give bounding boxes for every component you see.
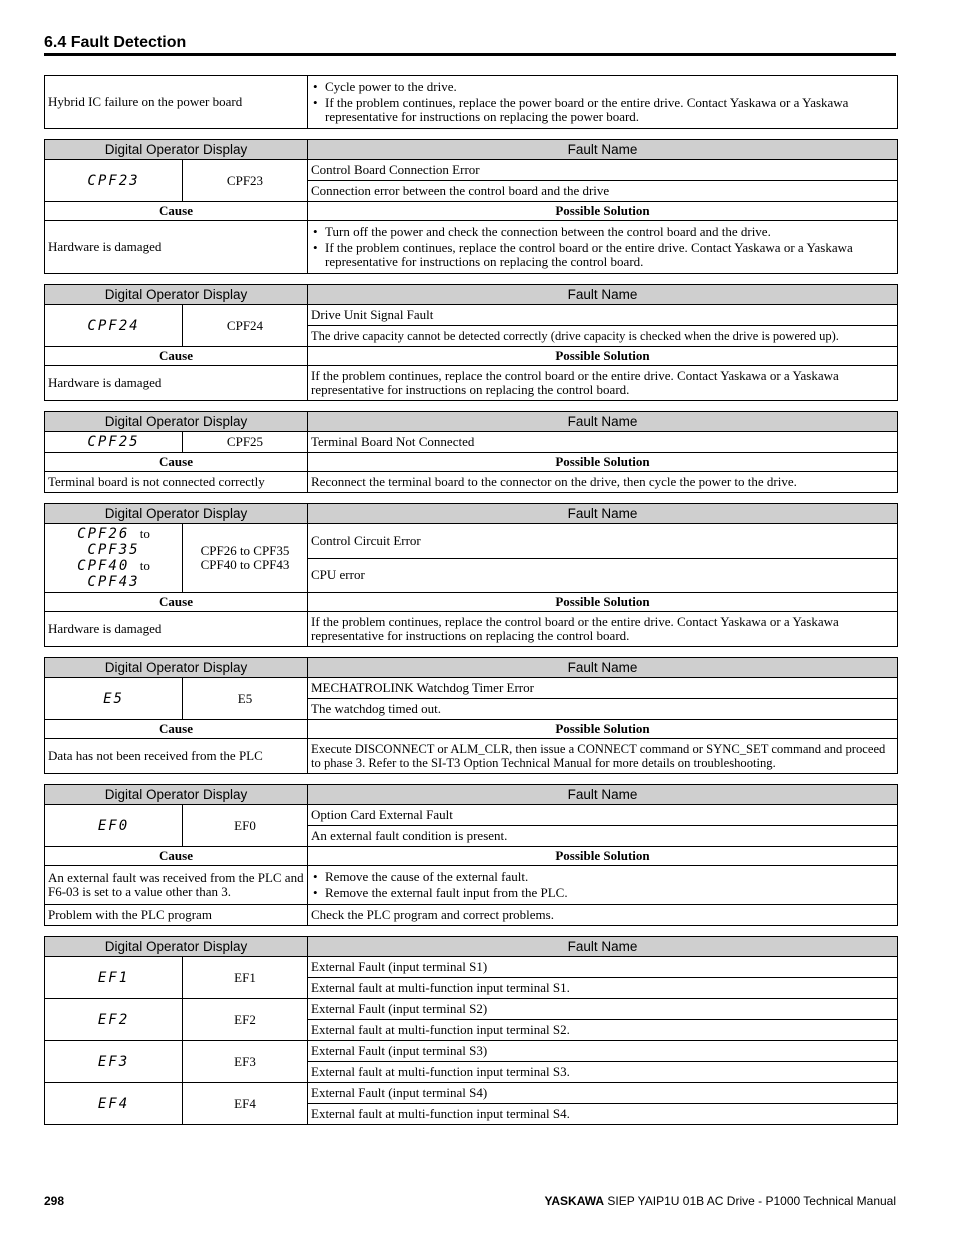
fault-table-cpf23 (44, 139, 898, 274)
fault-name: Drive Unit Signal Fault (308, 305, 898, 326)
possible-solution-header: Possible Solution (308, 593, 898, 612)
fault-name: Control Board Connection Error (308, 160, 898, 181)
digital-operator-display-header: Digital Operator Display (45, 504, 308, 524)
possible-solution-header: Possible Solution (308, 347, 898, 366)
fault-name: External Fault (input terminal S4) (308, 1083, 898, 1104)
digital-operator-display-header: Digital Operator Display (45, 658, 308, 678)
fault-name: Option Card External Fault (308, 805, 898, 826)
cause-cell: Hardware is damaged (45, 612, 308, 647)
fault-name: Control Circuit Error (308, 524, 898, 559)
fault-name-header: Fault Name (308, 412, 898, 432)
brand-name: YASKAWA (544, 1194, 605, 1208)
fault-name-header: Fault Name (308, 658, 898, 678)
fault-code-range (183, 524, 308, 593)
solution-list (311, 225, 894, 269)
digital-operator-display-header: Digital Operator Display (45, 412, 308, 432)
solution-item: • If the problem continues, replace the control board or the entire drive. Contact Yaskawa or a Yaskawa representative for instructions on replacing the control board. (311, 241, 894, 269)
fault-code: CPF24 (183, 305, 308, 347)
fault-code: EF4 (183, 1083, 308, 1125)
fault-description: An external fault condition is present. (308, 826, 898, 847)
page-number: 298 (44, 1194, 65, 1208)
possible-solution-header: Possible Solution (308, 453, 898, 472)
fault-name-header: Fault Name (308, 504, 898, 524)
fault-table-cpf26-cpf43 (44, 503, 898, 647)
fault-description: External fault at multi-function input terminal S1. (308, 978, 898, 999)
cause-header: Cause (45, 202, 308, 221)
solution-cell (308, 866, 898, 905)
operator-display-code: CPF23 (45, 160, 183, 202)
fault-table-cpf24 (44, 284, 898, 401)
solution-cell: Check the PLC program and correct problems. (308, 905, 898, 926)
fault-table-cpf25 (44, 411, 898, 493)
operator-display-code: EF3 (45, 1041, 183, 1083)
fault-name-header: Fault Name (308, 785, 898, 805)
operator-display-code: EF0 (45, 805, 183, 847)
range-to-label: to (139, 526, 150, 541)
cause-header: Cause (45, 847, 308, 866)
solution-item: • If the problem continues, replace the power board or the entire drive. Contact Yaskawa or a Yaskawa representative for instructions on replacing the power board. (311, 96, 894, 124)
fault-name-header: Fault Name (308, 285, 898, 305)
fault-description: External fault at multi-function input terminal S2. (308, 1020, 898, 1041)
manual-name: SIEP YAIP1U 01B AC Drive - P1000 Technical Manual (604, 1194, 896, 1208)
fault-name-header: Fault Name (308, 937, 898, 957)
digital-operator-display-header: Digital Operator Display (45, 785, 308, 805)
solution-cell (308, 221, 898, 274)
cause-cell: Hardware is damaged (45, 221, 308, 274)
fault-code: CPF25 (183, 432, 308, 453)
display-code: CPF43 (87, 574, 140, 590)
fault-code: EF0 (183, 805, 308, 847)
display-code: CPF40 (77, 558, 130, 574)
operator-display-code: EF2 (45, 999, 183, 1041)
solution-item: • Cycle power to the drive. (311, 80, 894, 94)
fault-description: Connection error between the control board and the drive (308, 181, 898, 202)
cause-cell: Hybrid IC failure on the power board (45, 76, 308, 129)
fault-description: External fault at multi-function input terminal S3. (308, 1062, 898, 1083)
fault-code: EF3 (183, 1041, 308, 1083)
fault-code: CPF23 (183, 160, 308, 202)
fault-name: External Fault (input terminal S1) (308, 957, 898, 978)
fault-description: The watchdog timed out. (308, 699, 898, 720)
cause-cell: Terminal board is not connected correctly (45, 472, 308, 493)
digital-operator-display-header: Digital Operator Display (45, 140, 308, 160)
solution-cell: Reconnect the terminal board to the connector on the drive, then cycle the power to the drive. (308, 472, 898, 493)
digital-operator-display-header: Digital Operator Display (45, 285, 308, 305)
fault-tables (44, 75, 897, 1125)
display-code: CPF35 (87, 542, 140, 558)
fault-name: MECHATROLINK Watchdog Timer Error (308, 678, 898, 699)
display-code: CPF26 (77, 526, 130, 542)
operator-display-code: EF1 (45, 957, 183, 999)
fault-name: Terminal Board Not Connected (308, 432, 898, 453)
section-title: 6.4 Fault Detection (44, 34, 896, 56)
cause-cell: Problem with the PLC program (45, 905, 308, 926)
fault-table-continuation (44, 75, 898, 129)
fault-code: CPF40 to CPF43 (200, 557, 290, 572)
fault-code: E5 (183, 678, 308, 720)
fault-table-e5 (44, 657, 898, 774)
solution-item: • Turn off the power and check the connection between the control board and the drive. (311, 225, 894, 239)
solution-list (311, 80, 894, 124)
solution-cell (308, 76, 898, 129)
operator-display-code-range (45, 524, 183, 593)
cause-header: Cause (45, 720, 308, 739)
possible-solution-header: Possible Solution (308, 847, 898, 866)
solution-cell: If the problem continues, replace the control board or the entire drive. Contact Yaskawa or a Yaskawa representative for instructions on replacing the control board. (308, 612, 898, 647)
solution-item: • Remove the external fault input from the PLC. (311, 886, 894, 900)
cause-solution-row (45, 76, 898, 129)
manual-title (544, 1194, 896, 1208)
fault-code: EF1 (183, 957, 308, 999)
fault-description: The drive capacity cannot be detected correctly (drive capacity is checked when the drive is powered up). (308, 326, 898, 347)
fault-description: External fault at multi-function input terminal S4. (308, 1104, 898, 1125)
possible-solution-header: Possible Solution (308, 720, 898, 739)
operator-display-code: CPF24 (45, 305, 183, 347)
cause-cell: Hardware is damaged (45, 366, 308, 401)
fault-name: External Fault (input terminal S3) (308, 1041, 898, 1062)
solution-cell: Execute DISCONNECT or ALM_CLR, then issue a CONNECT command or SYNC_SET command and proceed to phase 3. Refer to the SI-T3 Option Technical Manual for more details on troubleshooting. (308, 739, 898, 774)
fault-name: External Fault (input terminal S2) (308, 999, 898, 1020)
cause-header: Cause (45, 453, 308, 472)
operator-display-code: CPF25 (45, 432, 183, 453)
fault-code: EF2 (183, 999, 308, 1041)
operator-display-code: E5 (45, 678, 183, 720)
cause-cell: An external fault was received from the PLC and F6-03 is set to a value other than 3. (45, 866, 308, 905)
solution-list (311, 870, 894, 900)
solution-cell: If the problem continues, replace the control board or the entire drive. Contact Yaskawa or a Yaskawa representative for instructions on replacing the control board. (308, 366, 898, 401)
fault-table-ef1-ef4 (44, 936, 898, 1125)
cause-cell: Data has not been received from the PLC (45, 739, 308, 774)
fault-table-ef0 (44, 784, 898, 926)
possible-solution-header: Possible Solution (308, 202, 898, 221)
fault-description: CPU error (308, 558, 898, 593)
cause-header: Cause (45, 347, 308, 366)
cause-header: Cause (45, 593, 308, 612)
operator-display-code: EF4 (45, 1083, 183, 1125)
digital-operator-display-header: Digital Operator Display (45, 937, 308, 957)
solution-item: • Remove the cause of the external fault. (311, 870, 894, 884)
range-to-label: to (139, 558, 150, 573)
fault-code: CPF26 to CPF35 (200, 543, 290, 558)
fault-name-header: Fault Name (308, 140, 898, 160)
